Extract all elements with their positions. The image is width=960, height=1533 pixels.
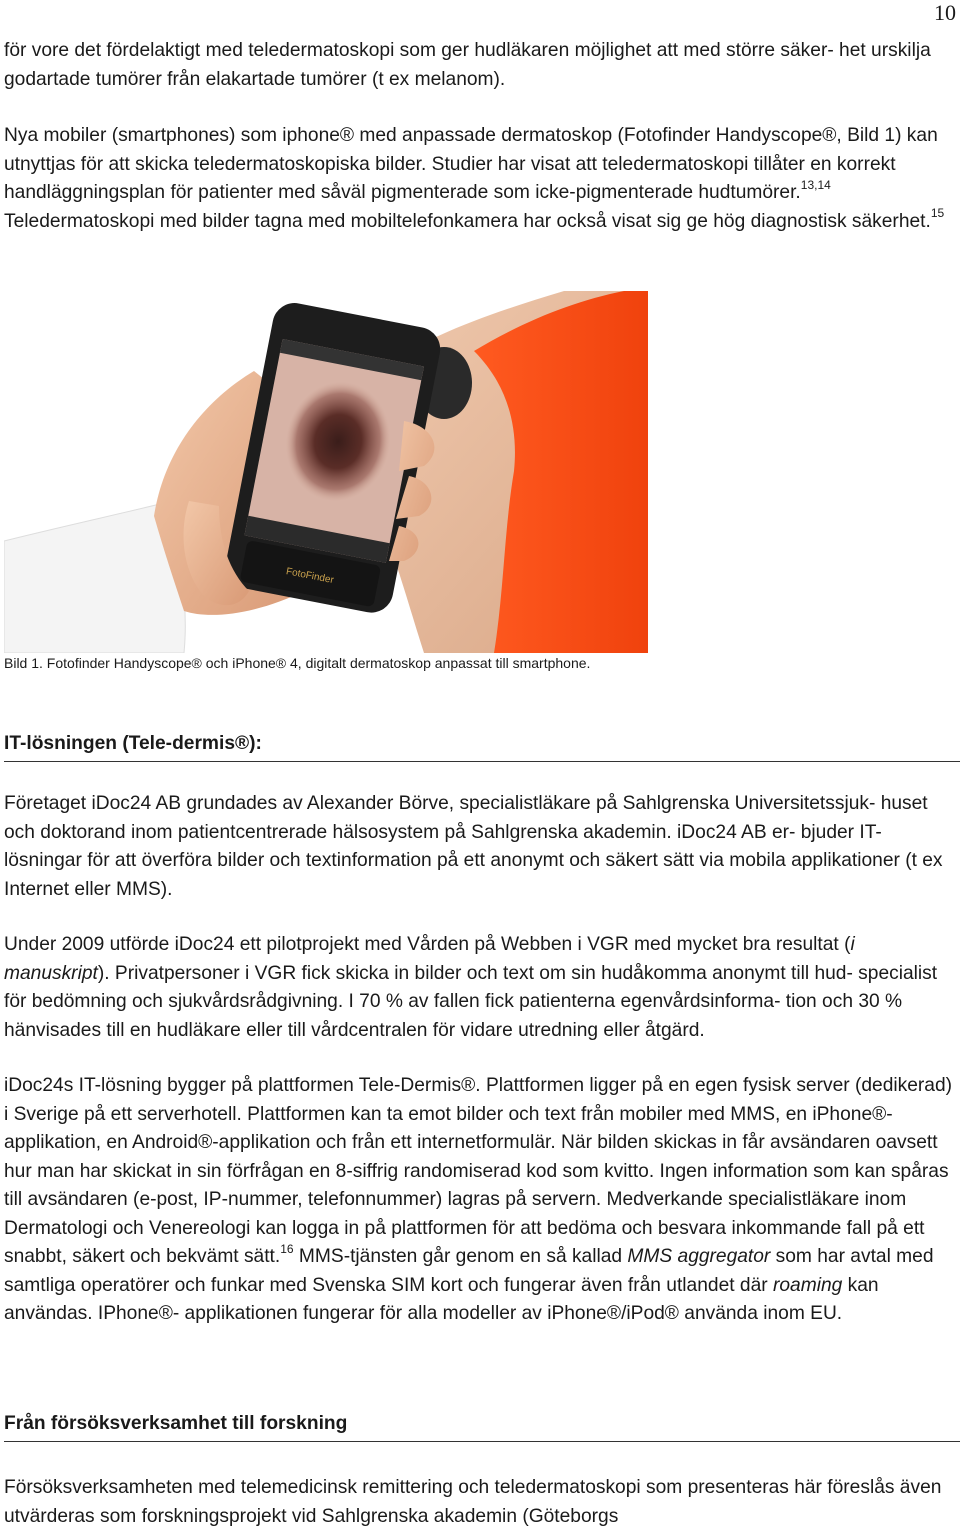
it-p3-text-a: iDoc24s IT-lösning bygger på plattformen Tele-Dermis®. Plattformen ligger på en egen fysisk server (dedikerad) i Sverige på ett serverhotell. Plattformen kan ta emot bilder och text från mobiler med MMS, en iPhone®-applikation, en Android®-applikation och från ett internetformulär. När bilden skickas in får avsändaren oavsett hur man har skickat in sin förfrågan en 8-siffrig randomiserad kod som kvitto. Ingen information som kan spåras till avsändaren (e-post, IP-nummer, telefonnummer) lagras på servern. Medverkande specialistläkare inom Dermatologi och Venereologi kan logga in på plattformen för att bedöma och besvara inkommande fall på ett snabbt, säkert och bekvämt sätt. [4, 1075, 953, 1267]
smartphone-text-b: Teledermatoskopi med bilder tagna med mobiltelefonkamera har också visat sig ge hög diagnostisk säkerhet. [4, 210, 931, 232]
intro-paragraph [4, 37, 956, 94]
it-p3-text-d: kan användas. IPhone®- applikationen fungerar för alla modeller av iPhone®/iPod® använda inom EU. [4, 1274, 879, 1324]
research-heading: Från försöksverksamhet till forskning [4, 1410, 960, 1442]
it-p3-italic-1: MMS aggregator [627, 1246, 771, 1267]
reference-15: 15 [930, 206, 945, 221]
it-p2-text-a: Under 2009 utförde iDoc24 ett pilotprojekt med Vården på Webben i VGR med mycket bra resultat ( [4, 934, 851, 955]
reference-13-14: 13,14 [800, 177, 831, 192]
intro-text: för vore det fördelaktigt med teledermatoskopi som ger hudläkaren möjlighet att med större säker- het urskilja godartade tumörer från elakartade tumörer (t ex melanom). [4, 40, 931, 90]
it-solution-heading: IT-lösningen (Tele-dermis®): [4, 730, 960, 762]
it-p3-text-c: som har avtal med samtliga operatörer och funkar med Svenska SIM kort och fungerar även från utlandet där [4, 1246, 934, 1296]
page-number: 10 [934, 0, 956, 25]
dermatoscope-photo [4, 291, 648, 653]
it-paragraph-2 [4, 931, 956, 1045]
smartphone-paragraph [4, 122, 956, 236]
it-paragraph-1: Företaget iDoc24 AB grundades av Alexander Börve, specialistläkare på Sahlgrenska Universitetssjuk- huset och doktorand inom patientcentrerade hälsosystem på Sahlgrenska akademin. iDoc24 AB er- bjuder IT-lösningar för att överföra bilder och textinformation på ett anonymt och säkert sätt via mobila applikationer (t ex Internet eller MMS). [4, 793, 943, 900]
phone-brand-label: FotoFinder [285, 566, 335, 587]
smartphone-text-a: Nya mobiler (smartphones) som iphone® med anpassade dermatoskop (Fotofinder Handyscope®, Bild 1) kan utnyttjas för att skicka teledermatoskopiska bilder. Studier har visat att teledermatoskopi tillåter en korrekt handläggningsplan för patienter med såväl pigmenterade som icke-pigmenterade hudtumörer. [4, 125, 938, 203]
it-p2-text-b: ). Privatpersoner i VGR fick skicka in bilder och text om sin hudåkomma anonymt till hud- specialist för bedömning och sjukvårdsrådgivning. I 70 % av fallen fick patienterna egenvårdsinforma- tion och 30 % hänvisades till en hudläkare eller till vårdcentralen för vidare utredning eller åtgärd. [4, 962, 938, 1041]
it-paragraph-3 [4, 1072, 956, 1329]
research-paragraph: Försöksverksamheten med telemedicinsk remittering och teledermatoskopi som presenteras här föreslås även utvärderas som forskningsprojekt vid Sahlgrenska akademin (Göteborgs [4, 1477, 942, 1527]
it-p2-italic: i manuskript [4, 934, 855, 984]
reference-16: 16 [280, 1241, 294, 1256]
it-p3-text-b: MMS-tjänsten går genom en så kallad [293, 1246, 628, 1267]
figure-caption: Bild 1. Fotofinder Handyscope® och iPhone® 4, digitalt dermatoskop anpassat till smartphone. [4, 655, 591, 671]
it-p3-italic-2: roaming [772, 1274, 843, 1296]
